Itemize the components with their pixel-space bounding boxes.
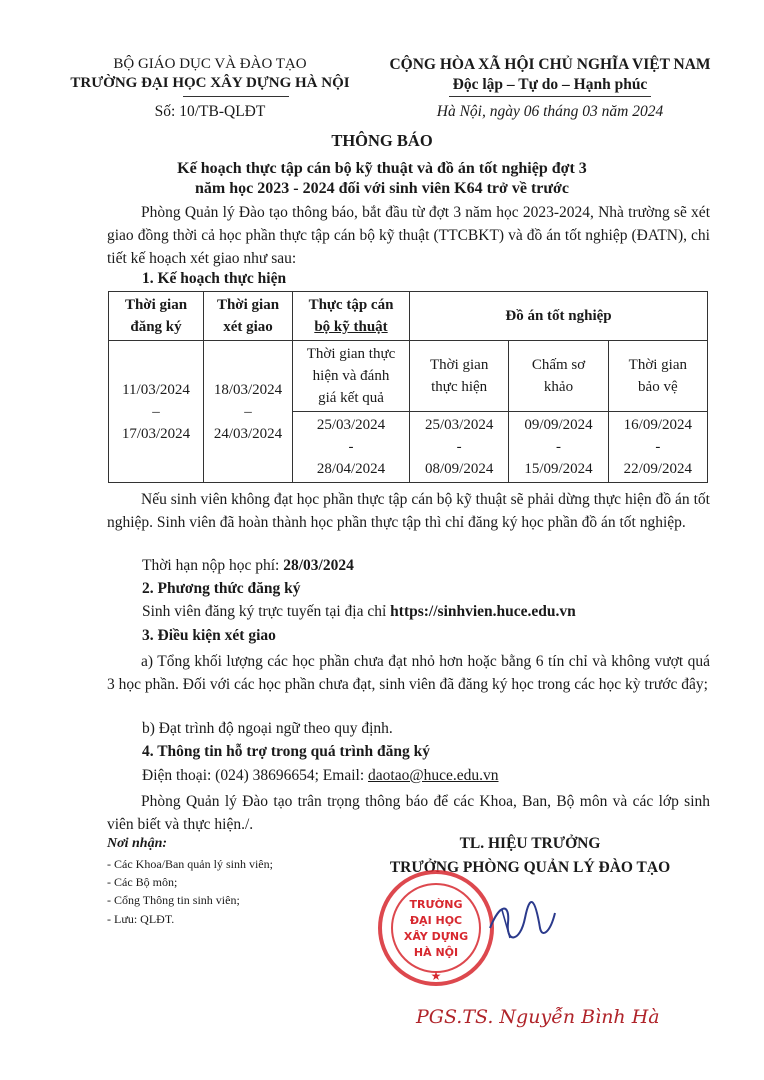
header-thesis: Đồ án tốt nghiệp — [410, 292, 708, 341]
header-registration: Thời gian đăng ký — [109, 292, 204, 341]
motto-underline — [449, 96, 651, 97]
signature-authority: TL. HIỆU TRƯỞNG — [459, 835, 601, 852]
subject-line-1: Kế hoạch thực tập cán bộ kỹ thuật và đồ án tốt nghiệp đợt 3 — [177, 160, 587, 177]
national-motto: Độc lập – Tự do – Hạnh phúc — [452, 76, 648, 93]
subheader-defense: Thời gian bảo vệ — [608, 341, 707, 412]
svg-text:★: ★ — [430, 969, 442, 983]
subheader-review: Chấm sơ khảo — [509, 341, 608, 412]
document-title: THÔNG BÁO — [331, 131, 433, 150]
contact-email-link[interactable]: daotao@huce.edu.vn — [368, 767, 499, 784]
signer-name: PGS.TS. Nguyễn Bình Hà — [416, 1006, 660, 1028]
section-2-title: 2. Phương thức đăng ký — [142, 580, 301, 597]
registration-url[interactable]: https://sinhvien.huce.edu.vn — [390, 603, 576, 620]
signature-title: TRƯỞNG PHÒNG QUẢN LÝ ĐÀO TẠO — [389, 859, 671, 876]
section-4-title: 4. Thông tin hỗ trợ trong quá trình đăng ký — [142, 743, 430, 760]
table-header-row — [109, 292, 708, 341]
cell-assignment: 18/03/2024 – 24/03/2024 — [204, 341, 293, 483]
official-stamp — [376, 868, 496, 988]
note-paragraph: Nếu sinh viên không đạt học phần thực tập cán bộ kỹ thuật sẽ phải dừng thực hiện đồ án tốt nghiệp. Sinh viên đã hoàn thành học phần thực tập thì chỉ đăng ký học phần đồ án tốt nghiệp. — [107, 491, 710, 531]
condition-b: b) Đạt trình độ ngoại ngữ theo quy định. — [142, 720, 393, 737]
cell-internship: 25/03/2024 - 28/04/2024 — [293, 412, 410, 483]
schedule-table — [108, 291, 708, 483]
svg-text:XÂY DỰNG: XÂY DỰNG — [403, 930, 469, 943]
issue-date: Hà Nội, ngày 06 tháng 03 năm 2024 — [436, 103, 664, 120]
subject-line-2: năm học 2023 - 2024 đối với sinh viên K64 trở về trước — [195, 180, 569, 197]
svg-text:HÀ NỘI: HÀ NỘI — [413, 946, 459, 959]
fee-deadline: Thời hạn nộp học phí: 28/03/2024 — [142, 557, 354, 574]
recipient-item: - Các Khoa/Ban quản lý sinh viên; — [107, 857, 273, 871]
section-3-title: 3. Điều kiện xét giao — [142, 627, 276, 644]
header-internship: Thực tập cán bộ kỹ thuật — [293, 292, 410, 341]
republic-title: CỘNG HÒA XÃ HỘI CHỦ NGHĨA VIỆT NAM — [389, 56, 711, 73]
subheader-thesis-period: Thời gian thực hiện — [410, 341, 509, 412]
cell-thesis-work: 25/03/2024 - 08/09/2024 — [410, 412, 509, 483]
registration-method: Sinh viên đăng ký trực tuyến tại địa chỉ https://sinhvien.huce.edu.vn — [142, 603, 576, 620]
header-assignment: Thời gian xét giao — [204, 292, 293, 341]
svg-text:TRƯỜNG: TRƯỜNG — [409, 898, 463, 911]
contact-info: Điện thoại: (024) 38696654; Email: daotao@huce.edu.vn — [142, 767, 499, 784]
cell-defense: 16/09/2024 - 22/09/2024 — [608, 412, 707, 483]
recipient-item: - Lưu: QLĐT. — [107, 912, 175, 926]
cell-registration: 11/03/2024 – 17/03/2024 — [109, 341, 204, 483]
stamp-seal-icon — [376, 868, 496, 988]
handwritten-signature-icon — [480, 898, 560, 948]
recipients-title: Nơi nhận: — [107, 836, 168, 851]
section-1-title: 1. Kế hoạch thực hiện — [142, 270, 287, 287]
recipient-item: - Cổng Thông tin sinh viên; — [107, 893, 240, 907]
university-name: TRƯỜNG ĐẠI HỌC XÂY DỰNG HÀ NỘI — [70, 75, 350, 91]
subheader-internship-period: Thời gian thực hiện và đánh giá kết quả — [293, 341, 410, 412]
condition-a: a) Tổng khối lượng các học phần chưa đạt nhỏ hơn hoặc bằng 6 tín chỉ và không vượt quá 3 học phần. Đối với các học phần chưa đạt, sinh viên đã đăng ký học trong các học kỳ trước đây; — [107, 653, 710, 693]
recipient-item: - Các Bộ môn; — [107, 875, 178, 889]
closing-paragraph: Phòng Quản lý Đào tạo trân trọng thông báo để các Khoa, Ban, Bộ môn và các lớp sinh viên biết và thực hiện./. — [107, 793, 710, 833]
table-subheader-row — [109, 341, 708, 412]
svg-text:ĐẠI HỌC: ĐẠI HỌC — [409, 914, 463, 927]
university-underline — [183, 96, 289, 97]
cell-review: 09/09/2024 - 15/09/2024 — [509, 412, 608, 483]
ministry-name: BỘ GIÁO DỤC VÀ ĐÀO TẠO — [113, 56, 307, 72]
intro-paragraph: Phòng Quản lý Đào tạo thông báo, bắt đầu từ đợt 3 năm học 2023-2024, Nhà trường sẽ xét giao đồng thời cả học phần thực tập cán bộ kỹ thuật (TTCBKT) và đồ án tốt nghiệp (ĐATN), chi tiết kế hoạch xét giao như sau: — [107, 204, 710, 267]
document-number: Số: 10/TB-QLĐT — [154, 103, 266, 120]
